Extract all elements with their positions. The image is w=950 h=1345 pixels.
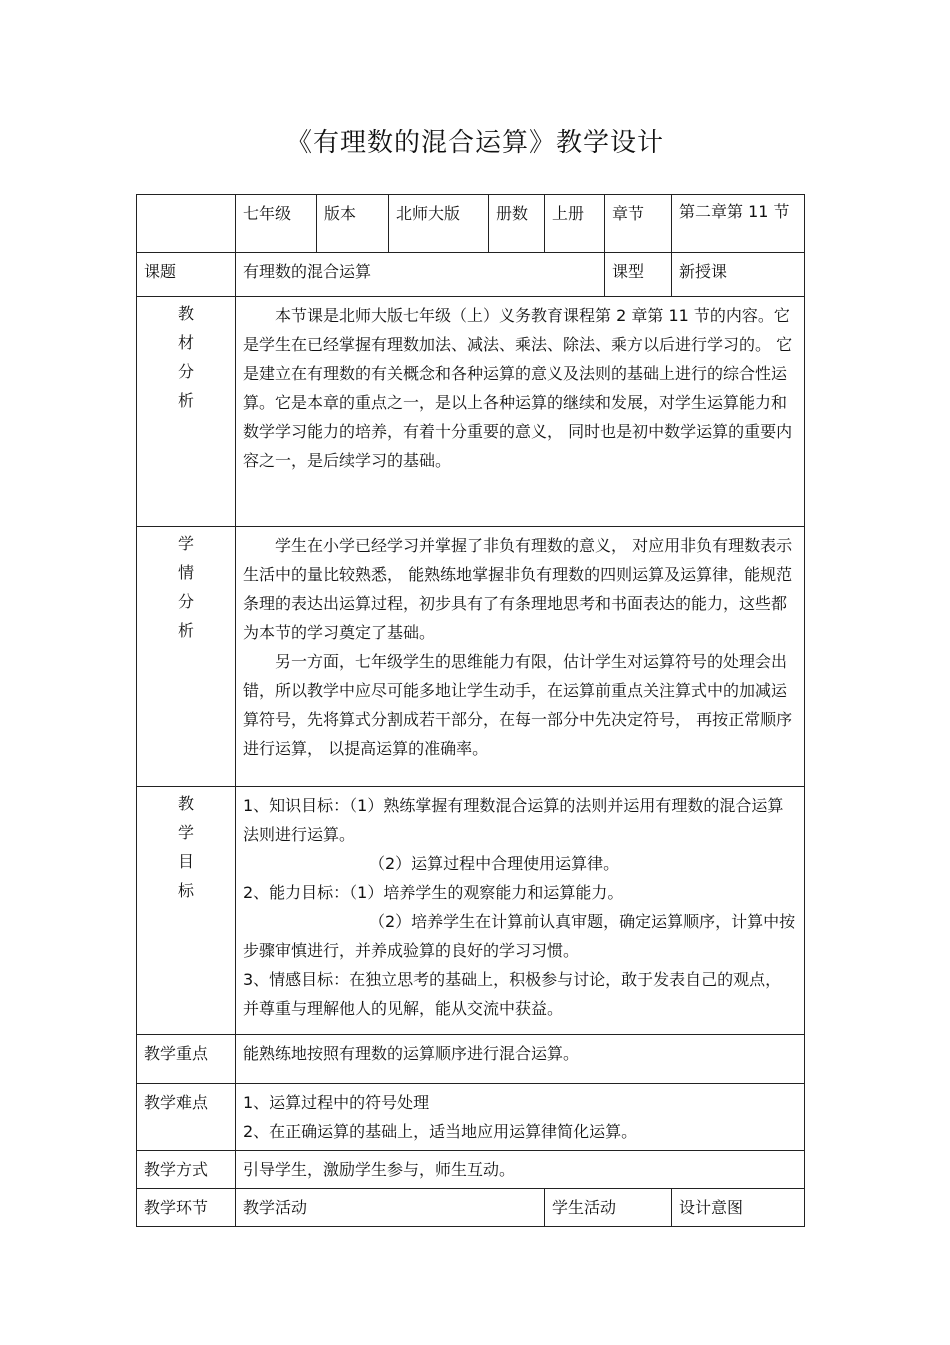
knowledge-goal-2: （2）运算过程中合理使用运算律。 xyxy=(369,854,620,873)
process-header-row xyxy=(137,1189,805,1227)
method-value: 引导学生，激励学生参与，师生互动。 xyxy=(236,1151,805,1189)
lesson-type-label: 课型 xyxy=(605,253,672,297)
teaching-goals-content xyxy=(236,787,805,1035)
student-activity-header: 学生活动 xyxy=(545,1189,672,1227)
student-analysis-content: 学生在小学已经学习并掌握了非负有理数的意义， 对应用非负有理数表示生活中的量比较熟悉， 能熟练地掌握非负有理数的四则运算及运算律，能规范条理的表达出运算过程，初步具有了有条理地思考和书面表达的能力，这些都为本节的学习奠定了基础。 另一方面，七年级学生的思维能力有限，估计学生对运算符号的处理会出错，所以教学中应尽可能多地让学生动手，在运算前重点关注算式中的加减运算符号，先将算式分割成若干部分，在每一部分中先决定符号， 再按正常顺序进行运算， 以提高运算的准确率。 xyxy=(236,527,805,787)
chapter-value: 第二章第 11 节 xyxy=(672,195,805,253)
difficulty-content: 1、运算过程中的符号处理 2、在正确运算的基础上，适当地应用运算律简化运算。 xyxy=(236,1084,805,1151)
ability-goal: 2、能力目标：（1）培养学生的观察能力和运算能力。 xyxy=(243,883,624,902)
lesson-type-value: 新授课 xyxy=(672,253,805,297)
key-point-label: 教学重点 xyxy=(137,1035,236,1084)
teacher-activity-header: 教学活动 xyxy=(236,1189,545,1227)
header-row xyxy=(137,195,805,253)
design-intent-header: 设计意图 xyxy=(672,1189,805,1227)
topic-label: 课题 xyxy=(137,253,236,297)
teaching-goals-label: 教 学 目 标 xyxy=(137,787,236,1035)
edition-label: 版本 xyxy=(317,195,389,253)
lesson-plan-table xyxy=(136,194,805,1227)
document-title: 《有理数的混合运算》教学设计 xyxy=(285,128,664,158)
method-label: 教学方式 xyxy=(137,1151,236,1189)
method-row xyxy=(137,1151,805,1189)
knowledge-goal: 1、知识目标：（1）熟练掌握有理数混合运算的法则并运用有理数的混合运算法则进行运算。 xyxy=(243,796,784,844)
chapter-label: 章节 xyxy=(605,195,672,253)
volume-value: 上册 xyxy=(545,195,605,253)
teaching-goals-row xyxy=(137,787,805,1035)
difficulty-label: 教学难点 xyxy=(137,1084,236,1151)
key-point-row xyxy=(137,1035,805,1084)
grade-cell: 七年级 xyxy=(236,195,317,253)
empty-cell xyxy=(137,195,236,253)
student-analysis-row xyxy=(137,527,805,787)
textbook-analysis-row xyxy=(137,297,805,527)
textbook-analysis-content: 本节课是北师大版七年级（上）义务教育课程第 2 章第 11 节的内容。它是学生在已经掌握有理数加法、减法、乘法、除法、乘方以后进行学习的。 它是建立在有理数的有关概念和各种运算的意义及法则的基础上进行的综合性运算。它是本章的重点之一，是以上各种运算的继续和发展，对学生运算能力和数学学习能力的培养，有着十分重要的意义， 同时也是初中数学运算的重要内容之一，是后续学习的基础。 xyxy=(236,297,805,527)
difficulty-row xyxy=(137,1084,805,1151)
key-point-value: 能熟练地按照有理数的运算顺序进行混合运算。 xyxy=(236,1035,805,1084)
process-label: 教学环节 xyxy=(137,1189,236,1227)
topic-row xyxy=(137,253,805,297)
student-analysis-label: 学 情 分 析 xyxy=(137,527,236,787)
emotion-goal: 3、情感目标：在独立思考的基础上，积极参与讨论，敢于发表自己的观点，并尊重与理解他人的见解，能从交流中获益。 xyxy=(243,970,782,1018)
volume-label: 册数 xyxy=(489,195,545,253)
textbook-analysis-label: 教 材 分 析 xyxy=(137,297,236,527)
edition-value: 北师大版 xyxy=(389,195,489,253)
ability-goal-2: （2）培养学生在计算前认真审题，确定运算顺序，计算中按步骤审慎进行，并养成验算的良好的学习习惯。 xyxy=(243,912,796,960)
topic-value: 有理数的混合运算 xyxy=(236,253,605,297)
